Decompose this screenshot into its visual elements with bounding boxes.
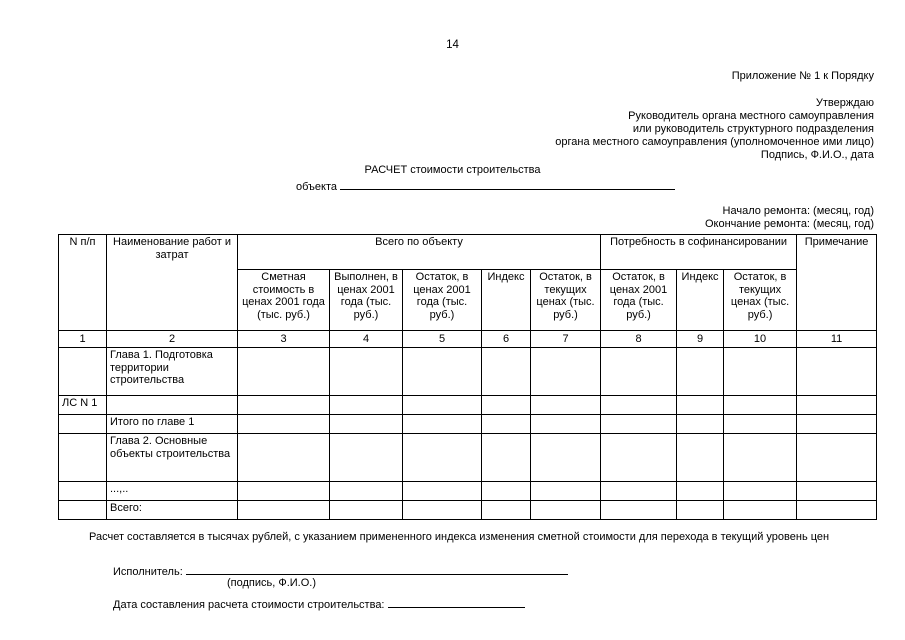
empty-cell	[531, 348, 601, 396]
empty-cell	[403, 482, 482, 501]
column-number: 3	[238, 331, 330, 348]
empty-cell	[403, 348, 482, 396]
calculation-table	[58, 234, 877, 520]
empty-cell	[238, 501, 330, 520]
empty-cell	[601, 434, 677, 482]
empty-cell	[531, 501, 601, 520]
empty-cell	[330, 348, 403, 396]
empty-cell	[330, 482, 403, 501]
empty-cell	[724, 501, 797, 520]
empty-cell	[724, 396, 797, 415]
empty-cell	[403, 434, 482, 482]
table-row	[59, 415, 877, 434]
row-num-cell: ЛС N 1	[59, 396, 107, 415]
table-row	[59, 501, 877, 520]
header-note: Примечание	[797, 235, 877, 331]
empty-cell	[403, 501, 482, 520]
empty-cell	[601, 396, 677, 415]
column-number: 5	[403, 331, 482, 348]
page-number: 14	[446, 39, 459, 51]
appendix-reference: Приложение № 1 к Порядку	[731, 70, 874, 82]
row-num-cell	[59, 415, 107, 434]
row-name-cell: Глава 2. Основные объекты строительства	[107, 434, 238, 482]
table-row	[59, 348, 877, 396]
calculation-note: Расчет составляется в тысячах рублей, с указанием примененного индекса изменения сметной стоимости для перехода в текущий уровень цен	[89, 531, 830, 543]
approval-title: Утверждаю	[815, 97, 874, 109]
header-remainder-current: Остаток, в текущих ценах (тыс. руб.)	[531, 270, 601, 331]
row-num-cell	[59, 348, 107, 396]
date-line	[113, 597, 525, 612]
header-num: N п/п	[59, 235, 107, 331]
empty-cell	[403, 396, 482, 415]
table-row	[59, 434, 877, 482]
empty-cell	[797, 348, 877, 396]
document-title: РАСЧЕТ стоимости строительства	[364, 164, 541, 176]
empty-cell	[601, 482, 677, 501]
empty-cell	[724, 415, 797, 434]
column-number: 9	[677, 331, 724, 348]
empty-cell	[677, 501, 724, 520]
empty-cell	[238, 396, 330, 415]
column-number: 7	[531, 331, 601, 348]
approval-line: органа местного самоуправления (уполномоченное ими лицо)	[555, 136, 874, 148]
empty-cell	[531, 415, 601, 434]
table-header-row	[59, 235, 877, 270]
empty-cell	[601, 415, 677, 434]
row-name-cell: ...,..	[107, 482, 238, 501]
empty-cell	[677, 434, 724, 482]
repair-end: Окончание ремонта: (месяц, год)	[704, 218, 874, 230]
empty-cell	[724, 348, 797, 396]
column-numbers-row	[59, 331, 877, 348]
header-cofin-remainder-2001: Остаток, в ценах 2001 года (тыс. руб.)	[601, 270, 677, 331]
header-remainder-2001: Остаток, в ценах 2001 года (тыс. руб.)	[403, 270, 482, 331]
empty-cell	[677, 415, 724, 434]
empty-cell	[330, 501, 403, 520]
date-label: Дата составления расчета стоимости строительства:	[113, 599, 385, 611]
empty-cell	[238, 434, 330, 482]
object-line	[296, 179, 675, 194]
empty-cell	[797, 396, 877, 415]
empty-cell	[677, 482, 724, 501]
approval-line: Руководитель органа местного самоуправления	[628, 110, 874, 122]
header-estimated-cost: Сметная стоимость в ценах 2001 года (тыс. руб.)	[238, 270, 330, 331]
executor-line	[113, 564, 568, 579]
header-completed: Выполнен, в ценах 2001 года (тыс. руб.)	[330, 270, 403, 331]
date-underline	[388, 597, 525, 608]
empty-cell	[531, 482, 601, 501]
empty-cell	[482, 501, 531, 520]
empty-cell	[238, 482, 330, 501]
empty-cell	[601, 501, 677, 520]
empty-cell	[482, 396, 531, 415]
empty-cell	[797, 434, 877, 482]
column-number: 1	[59, 331, 107, 348]
empty-cell	[482, 415, 531, 434]
table-row	[59, 396, 877, 415]
approval-signature-line: Подпись, Ф.И.О., дата	[760, 149, 874, 161]
empty-cell	[330, 415, 403, 434]
header-cofin-remainder-current: Остаток, в текущих ценах (тыс. руб.)	[724, 270, 797, 331]
header-name: Наименование работ и затрат	[107, 235, 238, 331]
column-number: 2	[107, 331, 238, 348]
empty-cell	[330, 396, 403, 415]
row-name-cell: Всего:	[107, 501, 238, 520]
column-number: 11	[797, 331, 877, 348]
empty-cell	[531, 396, 601, 415]
empty-cell	[531, 434, 601, 482]
row-num-cell	[59, 482, 107, 501]
empty-cell	[482, 434, 531, 482]
empty-cell	[797, 501, 877, 520]
empty-cell	[601, 348, 677, 396]
row-name-cell: Итого по главе 1	[107, 415, 238, 434]
approval-line: или руководитель структурного подразделения	[632, 123, 874, 135]
table-row	[59, 482, 877, 501]
executor-label: Исполнитель:	[113, 566, 183, 578]
empty-cell	[677, 396, 724, 415]
empty-cell	[238, 415, 330, 434]
empty-cell	[403, 415, 482, 434]
header-total-group: Всего по объекту	[238, 235, 601, 270]
empty-cell	[238, 348, 330, 396]
object-underline	[340, 179, 675, 190]
header-cofin-index: Индекс	[677, 270, 724, 331]
empty-cell	[724, 482, 797, 501]
header-cofinancing-group: Потребность в софинансировании	[601, 235, 797, 270]
empty-cell	[330, 434, 403, 482]
repair-start: Начало ремонта: (месяц, год)	[722, 205, 874, 217]
executor-signature-hint: (подпись, Ф.И.О.)	[227, 577, 317, 589]
object-label: объекта	[296, 181, 338, 193]
empty-cell	[797, 415, 877, 434]
header-index: Индекс	[482, 270, 531, 331]
column-number: 8	[601, 331, 677, 348]
row-name-cell: Глава 1. Подготовка территории строительства	[107, 348, 238, 396]
executor-underline	[186, 564, 568, 575]
column-number: 4	[330, 331, 403, 348]
empty-cell	[677, 348, 724, 396]
row-num-cell	[59, 434, 107, 482]
column-number: 10	[724, 331, 797, 348]
empty-cell	[482, 348, 531, 396]
row-name-cell	[107, 396, 238, 415]
empty-cell	[797, 482, 877, 501]
empty-cell	[724, 434, 797, 482]
row-num-cell	[59, 501, 107, 520]
column-number: 6	[482, 331, 531, 348]
empty-cell	[482, 482, 531, 501]
